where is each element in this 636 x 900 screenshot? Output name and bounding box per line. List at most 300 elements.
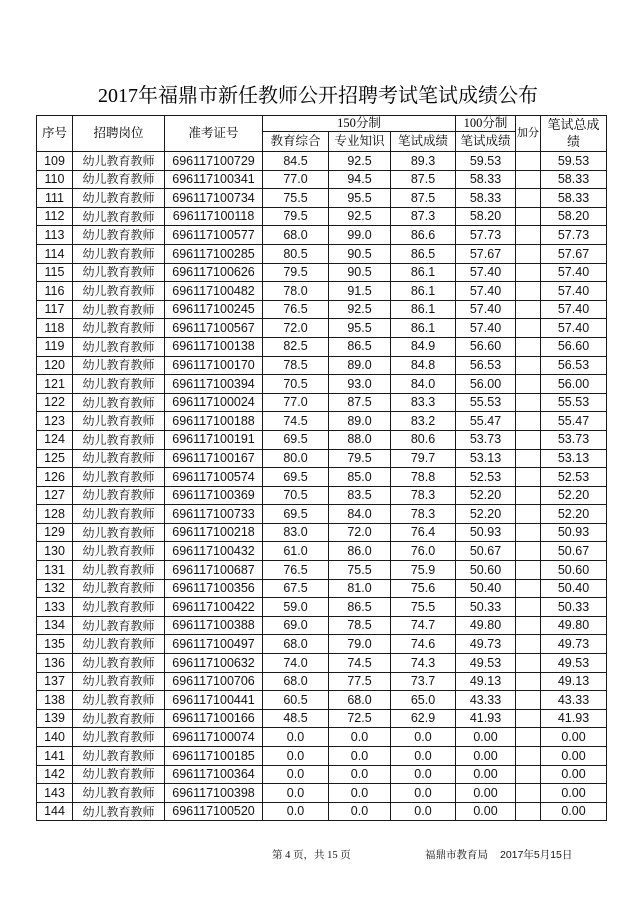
header-written-score-100: 笔试成绩 <box>456 132 516 152</box>
written-score-100-cell: 43.33 <box>456 691 516 710</box>
header-professional-score: 专业知识 <box>329 132 391 152</box>
total-score-cell: 56.60 <box>541 337 607 356</box>
professional-score-cell: 83.5 <box>329 486 391 505</box>
total-score-cell: 50.67 <box>541 542 607 561</box>
seq-cell: 117 <box>37 300 73 319</box>
written-score-100-cell: 59.53 <box>456 152 516 171</box>
exam-number-cell: 696117100364 <box>165 765 263 784</box>
exam-number-cell: 696117100567 <box>165 319 263 338</box>
publish-date: 2017年5月15日 <box>500 849 573 861</box>
education-score-cell: 76.5 <box>263 561 329 580</box>
written-score-150-cell: 87.5 <box>391 170 456 189</box>
total-score-cell: 50.33 <box>541 598 607 617</box>
header-bonus: 加分 <box>516 116 541 152</box>
seq-cell: 115 <box>37 263 73 282</box>
header-position: 招聘岗位 <box>73 116 165 152</box>
education-score-cell: 69.5 <box>263 505 329 524</box>
written-score-150-cell: 83.3 <box>391 393 456 412</box>
table-row <box>37 691 607 710</box>
exam-number-cell: 696117100626 <box>165 263 263 282</box>
written-score-150-cell: 78.3 <box>391 486 456 505</box>
table-row <box>37 430 607 449</box>
total-score-cell: 52.20 <box>541 486 607 505</box>
education-score-cell: 79.5 <box>263 207 329 226</box>
written-score-100-cell: 53.73 <box>456 430 516 449</box>
education-score-cell: 74.5 <box>263 412 329 431</box>
written-score-100-cell: 52.53 <box>456 468 516 487</box>
bonus-cell <box>516 505 541 524</box>
total-score-cell: 57.40 <box>541 319 607 338</box>
position-cell: 幼儿教育教师 <box>73 449 165 468</box>
education-score-cell: 70.5 <box>263 486 329 505</box>
seq-cell: 118 <box>37 319 73 338</box>
bonus-cell <box>516 784 541 803</box>
page-title: 2017年福鼎市新任教师公开招聘考试笔试成绩公布 <box>98 85 538 107</box>
table-row <box>37 393 607 412</box>
exam-number-cell: 696117100706 <box>165 672 263 691</box>
table-row <box>37 635 607 654</box>
professional-score-cell: 99.0 <box>329 226 391 245</box>
bonus-cell <box>516 486 541 505</box>
seq-cell: 109 <box>37 152 73 171</box>
header-100-scale: 100分制 <box>456 116 516 132</box>
seq-cell: 121 <box>37 375 73 394</box>
education-score-cell: 0.0 <box>263 728 329 747</box>
table-row <box>37 468 607 487</box>
table-row <box>37 765 607 784</box>
bonus-cell <box>516 300 541 319</box>
total-score-cell: 57.40 <box>541 300 607 319</box>
table-row <box>37 244 607 263</box>
table-row <box>37 598 607 617</box>
education-score-cell: 69.5 <box>263 430 329 449</box>
written-score-100-cell: 50.67 <box>456 542 516 561</box>
position-cell: 幼儿教育教师 <box>73 802 165 821</box>
seq-cell: 137 <box>37 672 73 691</box>
exam-number-cell: 696117100356 <box>165 579 263 598</box>
professional-score-cell: 0.0 <box>329 802 391 821</box>
written-score-100-cell: 55.53 <box>456 393 516 412</box>
professional-score-cell: 0.0 <box>329 728 391 747</box>
table-row <box>37 802 607 821</box>
professional-score-cell: 88.0 <box>329 430 391 449</box>
seq-cell: 113 <box>37 226 73 245</box>
written-score-150-cell: 74.6 <box>391 635 456 654</box>
exam-number-cell: 696117100285 <box>165 244 263 263</box>
issuer: 福鼎市教育局 <box>425 850 488 861</box>
total-score-cell: 59.53 <box>541 152 607 171</box>
total-score-cell: 50.40 <box>541 579 607 598</box>
written-score-100-cell: 57.40 <box>456 319 516 338</box>
written-score-100-cell: 41.93 <box>456 709 516 728</box>
seq-cell: 119 <box>37 337 73 356</box>
bonus-cell <box>516 672 541 691</box>
professional-score-cell: 89.0 <box>329 356 391 375</box>
bonus-cell <box>516 263 541 282</box>
education-score-cell: 59.0 <box>263 598 329 617</box>
bonus-cell <box>516 152 541 171</box>
written-score-150-cell: 86.1 <box>391 300 456 319</box>
written-score-150-cell: 0.0 <box>391 784 456 803</box>
education-score-cell: 72.0 <box>263 319 329 338</box>
position-cell: 幼儿教育教师 <box>73 152 165 171</box>
score-table-body <box>37 152 607 821</box>
position-cell: 幼儿教育教师 <box>73 691 165 710</box>
table-row <box>37 449 607 468</box>
seq-cell: 114 <box>37 244 73 263</box>
exam-number-cell: 696117100520 <box>165 802 263 821</box>
bonus-cell <box>516 654 541 673</box>
total-score-cell: 53.13 <box>541 449 607 468</box>
bonus-cell <box>516 207 541 226</box>
exam-number-cell: 696117100687 <box>165 561 263 580</box>
written-score-150-cell: 86.1 <box>391 282 456 301</box>
position-cell: 幼儿教育教师 <box>73 654 165 673</box>
seq-cell: 144 <box>37 802 73 821</box>
exam-number-cell: 696117100497 <box>165 635 263 654</box>
written-score-150-cell: 87.5 <box>391 189 456 208</box>
total-score-cell: 57.67 <box>541 244 607 263</box>
seq-cell: 142 <box>37 765 73 784</box>
written-score-100-cell: 0.00 <box>456 802 516 821</box>
page-number: 第 4 页，共 15 页 <box>272 850 351 861</box>
position-cell: 幼儿教育教师 <box>73 319 165 338</box>
bonus-cell <box>516 728 541 747</box>
position-cell: 幼儿教育教师 <box>73 468 165 487</box>
table-row <box>37 263 607 282</box>
bonus-cell <box>516 616 541 635</box>
seq-cell: 136 <box>37 654 73 673</box>
table-row <box>37 356 607 375</box>
education-score-cell: 70.5 <box>263 375 329 394</box>
professional-score-cell: 0.0 <box>329 784 391 803</box>
exam-number-cell: 696117100074 <box>165 728 263 747</box>
bonus-cell <box>516 393 541 412</box>
education-score-cell: 80.0 <box>263 449 329 468</box>
written-score-150-cell: 0.0 <box>391 765 456 784</box>
education-score-cell: 82.5 <box>263 337 329 356</box>
written-score-150-cell: 75.6 <box>391 579 456 598</box>
position-cell: 幼儿教育教师 <box>73 207 165 226</box>
written-score-150-cell: 89.3 <box>391 152 456 171</box>
exam-number-cell: 696117100574 <box>165 468 263 487</box>
written-score-100-cell: 57.67 <box>456 244 516 263</box>
seq-cell: 134 <box>37 616 73 635</box>
header-150-scale: 150分制 <box>263 116 456 132</box>
education-score-cell: 68.0 <box>263 226 329 245</box>
position-cell: 幼儿教育教师 <box>73 282 165 301</box>
written-score-100-cell: 56.53 <box>456 356 516 375</box>
written-score-150-cell: 73.7 <box>391 672 456 691</box>
table-row <box>37 561 607 580</box>
exam-number-cell: 696117100441 <box>165 691 263 710</box>
written-score-100-cell: 52.20 <box>456 505 516 524</box>
table-row <box>37 542 607 561</box>
exam-number-cell: 696117100188 <box>165 412 263 431</box>
total-score-cell: 49.73 <box>541 635 607 654</box>
written-score-150-cell: 86.6 <box>391 226 456 245</box>
table-row <box>37 412 607 431</box>
written-score-150-cell: 75.9 <box>391 561 456 580</box>
header-education-score: 教育综合 <box>263 132 329 152</box>
professional-score-cell: 77.5 <box>329 672 391 691</box>
written-score-150-cell: 0.0 <box>391 802 456 821</box>
header-seq: 序号 <box>37 116 73 152</box>
position-cell: 幼儿教育教师 <box>73 579 165 598</box>
position-cell: 幼儿教育教师 <box>73 486 165 505</box>
position-cell: 幼儿教育教师 <box>73 672 165 691</box>
table-row <box>37 747 607 766</box>
seq-cell: 133 <box>37 598 73 617</box>
position-cell: 幼儿教育教师 <box>73 616 165 635</box>
written-score-150-cell: 86.1 <box>391 319 456 338</box>
bonus-cell <box>516 802 541 821</box>
total-score-cell: 49.13 <box>541 672 607 691</box>
written-score-150-cell: 84.9 <box>391 337 456 356</box>
professional-score-cell: 74.5 <box>329 654 391 673</box>
bonus-cell <box>516 635 541 654</box>
bonus-cell <box>516 282 541 301</box>
seq-cell: 111 <box>37 189 73 208</box>
bonus-cell <box>516 579 541 598</box>
written-score-100-cell: 58.33 <box>456 170 516 189</box>
education-score-cell: 79.5 <box>263 263 329 282</box>
education-score-cell: 78.5 <box>263 356 329 375</box>
education-score-cell: 77.0 <box>263 393 329 412</box>
education-score-cell: 0.0 <box>263 784 329 803</box>
professional-score-cell: 86.5 <box>329 598 391 617</box>
education-score-cell: 75.5 <box>263 189 329 208</box>
total-score-cell: 52.20 <box>541 505 607 524</box>
seq-cell: 125 <box>37 449 73 468</box>
total-score-cell: 52.53 <box>541 468 607 487</box>
bonus-cell <box>516 244 541 263</box>
professional-score-cell: 85.0 <box>329 468 391 487</box>
position-cell: 幼儿教育教师 <box>73 635 165 654</box>
exam-number-cell: 696117100733 <box>165 505 263 524</box>
professional-score-cell: 0.0 <box>329 765 391 784</box>
education-score-cell: 60.5 <box>263 691 329 710</box>
written-score-100-cell: 57.40 <box>456 263 516 282</box>
table-row <box>37 300 607 319</box>
position-cell: 幼儿教育教师 <box>73 709 165 728</box>
table-row <box>37 709 607 728</box>
seq-cell: 139 <box>37 709 73 728</box>
professional-score-cell: 68.0 <box>329 691 391 710</box>
bonus-cell <box>516 412 541 431</box>
position-cell: 幼儿教育教师 <box>73 561 165 580</box>
table-header <box>37 116 607 152</box>
professional-score-cell: 95.5 <box>329 319 391 338</box>
exam-number-cell: 696117100394 <box>165 375 263 394</box>
education-score-cell: 69.5 <box>263 468 329 487</box>
exam-number-cell: 696117100170 <box>165 356 263 375</box>
written-score-100-cell: 49.13 <box>456 672 516 691</box>
professional-score-cell: 72.5 <box>329 709 391 728</box>
education-score-cell: 0.0 <box>263 802 329 821</box>
exam-number-cell: 696117100191 <box>165 430 263 449</box>
seq-cell: 131 <box>37 561 73 580</box>
position-cell: 幼儿教育教师 <box>73 412 165 431</box>
position-cell: 幼儿教育教师 <box>73 356 165 375</box>
seq-cell: 116 <box>37 282 73 301</box>
table-row <box>37 282 607 301</box>
total-score-cell: 50.93 <box>541 523 607 542</box>
seq-cell: 124 <box>37 430 73 449</box>
header-written-score-150: 笔试成绩 <box>391 132 456 152</box>
table-row <box>37 784 607 803</box>
bonus-cell <box>516 598 541 617</box>
position-cell: 幼儿教育教师 <box>73 375 165 394</box>
written-score-150-cell: 84.8 <box>391 356 456 375</box>
total-score-cell: 49.80 <box>541 616 607 635</box>
position-cell: 幼儿教育教师 <box>73 170 165 189</box>
total-score-cell: 57.73 <box>541 226 607 245</box>
total-score-cell: 58.33 <box>541 189 607 208</box>
written-score-150-cell: 75.5 <box>391 598 456 617</box>
table-row <box>37 375 607 394</box>
professional-score-cell: 92.5 <box>329 207 391 226</box>
position-cell: 幼儿教育教师 <box>73 263 165 282</box>
written-score-150-cell: 83.2 <box>391 412 456 431</box>
professional-score-cell: 87.5 <box>329 393 391 412</box>
written-score-100-cell: 57.40 <box>456 300 516 319</box>
education-score-cell: 67.5 <box>263 579 329 598</box>
total-score-cell: 58.20 <box>541 207 607 226</box>
professional-score-cell: 94.5 <box>329 170 391 189</box>
position-cell: 幼儿教育教师 <box>73 542 165 561</box>
seq-cell: 122 <box>37 393 73 412</box>
table-row <box>37 654 607 673</box>
bonus-cell <box>516 542 541 561</box>
position-cell: 幼儿教育教师 <box>73 189 165 208</box>
bonus-cell <box>516 765 541 784</box>
table-row <box>37 728 607 747</box>
position-cell: 幼儿教育教师 <box>73 244 165 263</box>
seq-cell: 140 <box>37 728 73 747</box>
bonus-cell <box>516 356 541 375</box>
written-score-100-cell: 58.20 <box>456 207 516 226</box>
written-score-100-cell: 50.40 <box>456 579 516 598</box>
seq-cell: 130 <box>37 542 73 561</box>
education-score-cell: 74.0 <box>263 654 329 673</box>
seq-cell: 120 <box>37 356 73 375</box>
total-score-cell: 53.73 <box>541 430 607 449</box>
total-score-cell: 55.53 <box>541 393 607 412</box>
table-row <box>37 337 607 356</box>
written-score-100-cell: 58.33 <box>456 189 516 208</box>
table-row <box>37 505 607 524</box>
written-score-150-cell: 76.4 <box>391 523 456 542</box>
bonus-cell <box>516 337 541 356</box>
professional-score-cell: 91.5 <box>329 282 391 301</box>
written-score-100-cell: 50.93 <box>456 523 516 542</box>
bonus-cell <box>516 691 541 710</box>
professional-score-cell: 89.0 <box>329 412 391 431</box>
position-cell: 幼儿教育教师 <box>73 226 165 245</box>
education-score-cell: 69.0 <box>263 616 329 635</box>
written-score-150-cell: 86.1 <box>391 263 456 282</box>
seq-cell: 126 <box>37 468 73 487</box>
professional-score-cell: 81.0 <box>329 579 391 598</box>
seq-cell: 141 <box>37 747 73 766</box>
header-exam-number: 准考证号 <box>165 116 263 152</box>
position-cell: 幼儿教育教师 <box>73 784 165 803</box>
seq-cell: 128 <box>37 505 73 524</box>
written-score-100-cell: 0.00 <box>456 784 516 803</box>
position-cell: 幼儿教育教师 <box>73 505 165 524</box>
exam-number-cell: 696117100118 <box>165 207 263 226</box>
written-score-100-cell: 49.53 <box>456 654 516 673</box>
written-score-100-cell: 56.60 <box>456 337 516 356</box>
exam-number-cell: 696117100369 <box>165 486 263 505</box>
seq-cell: 143 <box>37 784 73 803</box>
professional-score-cell: 78.5 <box>329 616 391 635</box>
bonus-cell <box>516 747 541 766</box>
professional-score-cell: 86.0 <box>329 542 391 561</box>
written-score-150-cell: 74.7 <box>391 616 456 635</box>
written-score-100-cell: 53.13 <box>456 449 516 468</box>
seq-cell: 112 <box>37 207 73 226</box>
bonus-cell <box>516 468 541 487</box>
professional-score-cell: 79.0 <box>329 635 391 654</box>
written-score-100-cell: 56.00 <box>456 375 516 394</box>
professional-score-cell: 90.5 <box>329 244 391 263</box>
total-score-cell: 0.00 <box>541 765 607 784</box>
bonus-cell <box>516 226 541 245</box>
professional-score-cell: 86.5 <box>329 337 391 356</box>
education-score-cell: 78.0 <box>263 282 329 301</box>
exam-number-cell: 696117100729 <box>165 152 263 171</box>
professional-score-cell: 95.5 <box>329 189 391 208</box>
education-score-cell: 76.5 <box>263 300 329 319</box>
bonus-cell <box>516 523 541 542</box>
written-score-100-cell: 57.40 <box>456 282 516 301</box>
education-score-cell: 68.0 <box>263 635 329 654</box>
written-score-150-cell: 86.5 <box>391 244 456 263</box>
total-score-cell: 43.33 <box>541 691 607 710</box>
exam-number-cell: 696117100422 <box>165 598 263 617</box>
exam-number-cell: 696117100166 <box>165 709 263 728</box>
table-row <box>37 152 607 171</box>
exam-number-cell: 696117100024 <box>165 393 263 412</box>
exam-number-cell: 696117100632 <box>165 654 263 673</box>
position-cell: 幼儿教育教师 <box>73 300 165 319</box>
seq-cell: 135 <box>37 635 73 654</box>
exam-number-cell: 696117100185 <box>165 747 263 766</box>
total-score-cell: 0.00 <box>541 747 607 766</box>
written-score-100-cell: 0.00 <box>456 747 516 766</box>
bonus-cell <box>516 375 541 394</box>
written-score-100-cell: 49.73 <box>456 635 516 654</box>
written-score-100-cell: 0.00 <box>456 728 516 747</box>
professional-score-cell: 0.0 <box>329 747 391 766</box>
bonus-cell <box>516 709 541 728</box>
position-cell: 幼儿教育教师 <box>73 747 165 766</box>
seq-cell: 129 <box>37 523 73 542</box>
exam-number-cell: 696117100167 <box>165 449 263 468</box>
bonus-cell <box>516 189 541 208</box>
exam-number-cell: 696117100432 <box>165 542 263 561</box>
written-score-150-cell: 0.0 <box>391 747 456 766</box>
seq-cell: 127 <box>37 486 73 505</box>
total-score-cell: 41.93 <box>541 709 607 728</box>
education-score-cell: 77.0 <box>263 170 329 189</box>
professional-score-cell: 90.5 <box>329 263 391 282</box>
position-cell: 幼儿教育教师 <box>73 430 165 449</box>
written-score-150-cell: 74.3 <box>391 654 456 673</box>
total-score-cell: 0.00 <box>541 728 607 747</box>
